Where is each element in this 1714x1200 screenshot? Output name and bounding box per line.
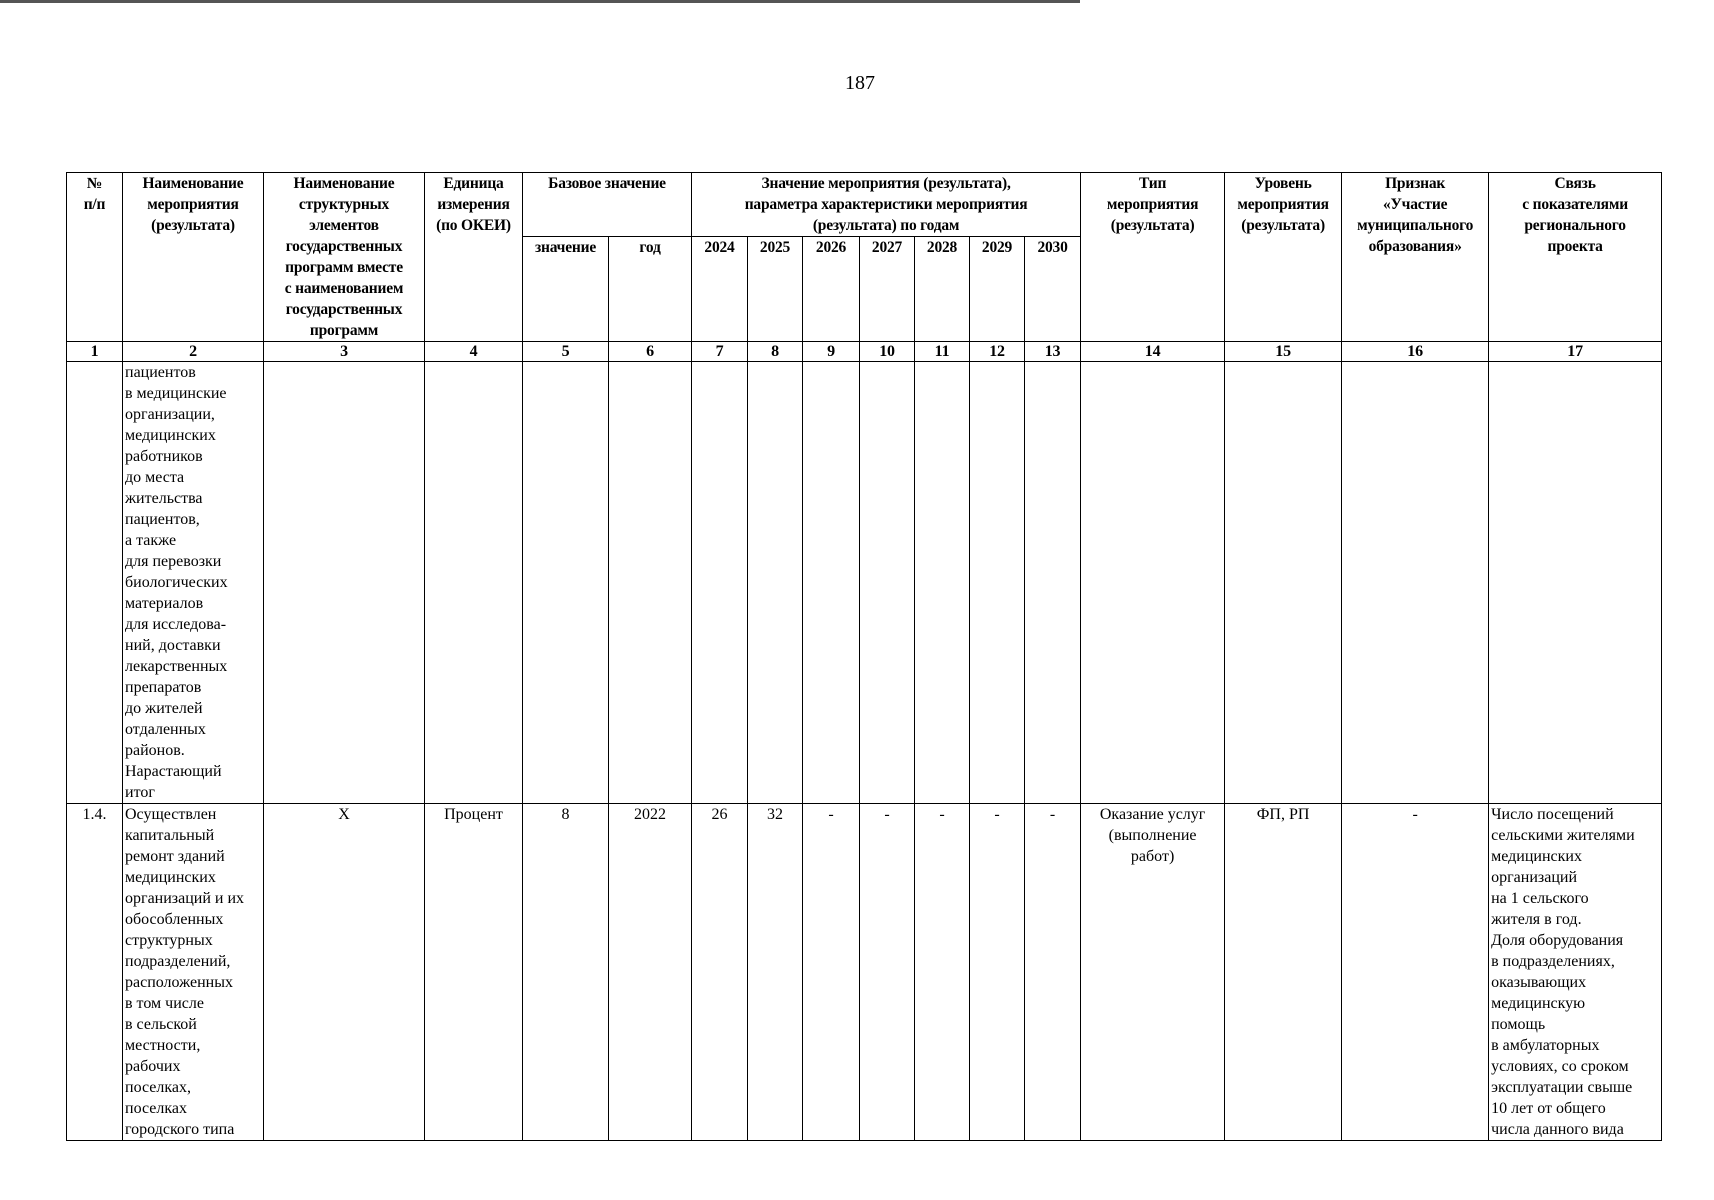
cell-base-value: 8 <box>523 804 609 1141</box>
header-values-by-year: Значение мероприятия (результата), параметра характеристики мероприятия (результата) по годам <box>692 173 1081 237</box>
cell-empty <box>425 362 523 804</box>
scan-edge-line <box>0 0 1080 3</box>
header-year: 2030 <box>1025 237 1081 342</box>
cell-level: ФП, РП <box>1225 804 1342 1141</box>
header-row <box>67 173 1662 237</box>
column-number: 1 <box>67 342 123 362</box>
column-number: 13 <box>1025 342 1081 362</box>
table-row <box>67 362 1662 804</box>
column-number: 17 <box>1489 342 1662 362</box>
cell-year-value: - <box>1025 804 1081 1141</box>
cell-empty <box>1342 362 1489 804</box>
cell-empty <box>1081 362 1225 804</box>
cell-year-value: 32 <box>748 804 803 1141</box>
column-number: 15 <box>1225 342 1342 362</box>
cell-year-value: - <box>803 804 860 1141</box>
header-base-year: год <box>609 237 692 342</box>
header-base: Базовое значение <box>523 173 692 237</box>
header-municipal: Признак «Участие муниципального образования» <box>1342 173 1489 342</box>
cell-empty <box>264 362 425 804</box>
header-year: 2029 <box>970 237 1025 342</box>
header-no: № п/п <box>67 173 123 342</box>
cell-name: Осуществлен капитальный ремонт зданий медицинских организаций и их обособленных структурных подразделений, расположенных в том числе в сельской местности, рабочих поселках, поселках городского типа <box>123 804 264 1141</box>
cell-unit: Процент <box>425 804 523 1141</box>
header-year: 2024 <box>692 237 748 342</box>
header-year: 2026 <box>803 237 860 342</box>
column-number: 2 <box>123 342 264 362</box>
header-base-value: значение <box>523 237 609 342</box>
column-number: 6 <box>609 342 692 362</box>
events-table <box>66 172 1662 1141</box>
header-level: Уровень мероприятия (результата) <box>1225 173 1342 342</box>
column-number: 5 <box>523 342 609 362</box>
column-number: 14 <box>1081 342 1225 362</box>
column-number: 8 <box>748 342 803 362</box>
cell-no <box>67 362 123 804</box>
cell-empty <box>523 362 609 804</box>
column-number: 12 <box>970 342 1025 362</box>
cell-empty <box>803 362 860 804</box>
cell-base-year: 2022 <box>609 804 692 1141</box>
header-struct: Наименование структурных элементов государственных программ вместе с наименованием государственных программ <box>264 173 425 342</box>
column-number: 4 <box>425 342 523 362</box>
header-unit: Единица измерения (по ОКЕИ) <box>425 173 523 342</box>
column-number: 7 <box>692 342 748 362</box>
cell-municipal: - <box>1342 804 1489 1141</box>
header-type: Тип мероприятия (результата) <box>1081 173 1225 342</box>
column-number: 10 <box>860 342 915 362</box>
cell-year-value: - <box>860 804 915 1141</box>
header-year: 2027 <box>860 237 915 342</box>
header-name: Наименование мероприятия (результата) <box>123 173 264 342</box>
column-number: 3 <box>264 342 425 362</box>
column-number: 9 <box>803 342 860 362</box>
cell-empty <box>748 362 803 804</box>
cell-year-value: - <box>970 804 1025 1141</box>
page-number: 187 <box>845 72 875 94</box>
header-year: 2028 <box>915 237 970 342</box>
cell-name: пациентов в медицинские организации, медицинских работников до места жительства пациентов, а также для перевозки биологических материалов для исследова- ний, доставки лекарственных препаратов до жителей отдаленных районов. Нарастающий итог <box>123 362 264 804</box>
cell-empty <box>609 362 692 804</box>
cell-empty <box>970 362 1025 804</box>
cell-empty <box>860 362 915 804</box>
cell-struct: X <box>264 804 425 1141</box>
column-number: 11 <box>915 342 970 362</box>
column-numbers-row <box>67 342 1662 362</box>
cell-link: Число посещений сельскими жителями медицинских организаций на 1 сельского жителя в год. Доля оборудования в подразделениях, оказывающих медицинскую помощь в амбулаторных условиях, со сроком эксплуатации свыше 10 лет от общего числа данного вида <box>1489 804 1662 1141</box>
cell-empty <box>1225 362 1342 804</box>
cell-empty <box>692 362 748 804</box>
cell-no: 1.4. <box>67 804 123 1141</box>
cell-type: Оказание услуг (выполнение работ) <box>1081 804 1225 1141</box>
cell-year-value: - <box>915 804 970 1141</box>
cell-year-value: 26 <box>692 804 748 1141</box>
cell-empty <box>915 362 970 804</box>
cell-empty <box>1489 362 1662 804</box>
cell-empty <box>1025 362 1081 804</box>
column-number: 16 <box>1342 342 1489 362</box>
table-row <box>67 804 1662 1141</box>
header-year: 2025 <box>748 237 803 342</box>
header-link: Связь с показателями регионального проекта <box>1489 173 1662 342</box>
